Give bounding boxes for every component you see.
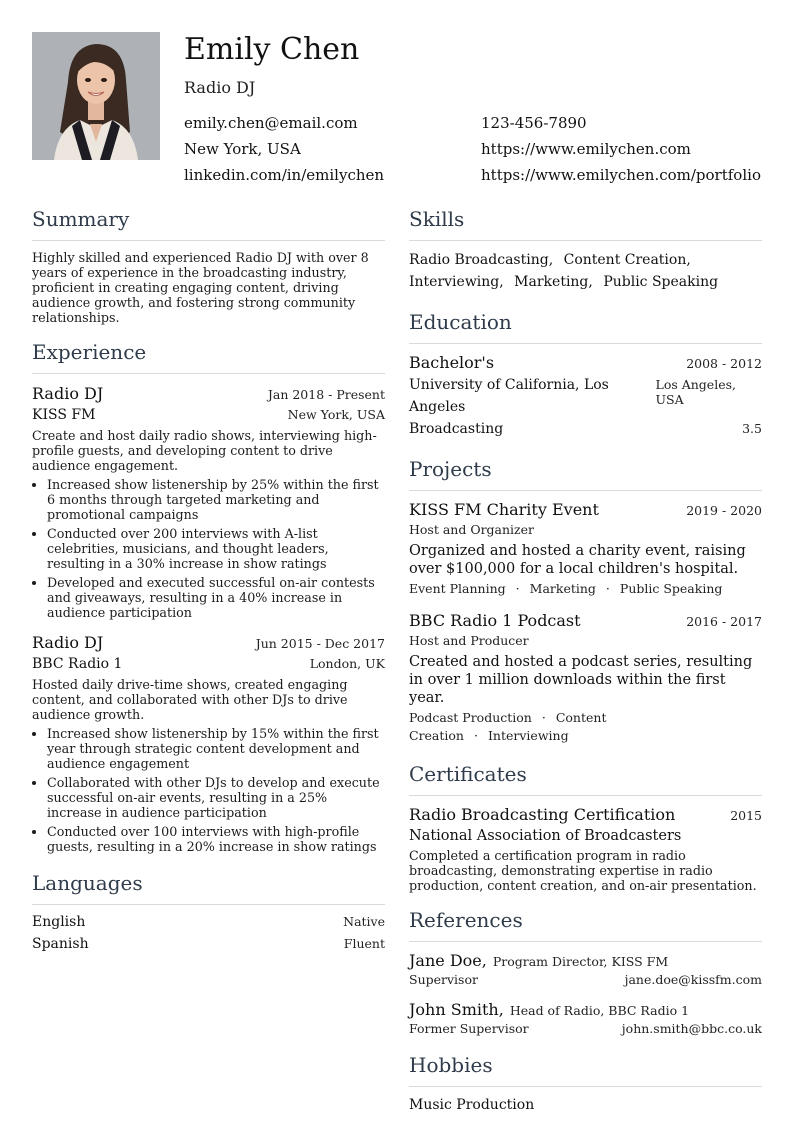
education-location: Los Angeles, USA <box>655 377 736 407</box>
hobby-item: Music Production <box>409 1097 535 1113</box>
reference-name: Jane Doe, <box>409 951 487 970</box>
references-section <box>409 907 762 1036</box>
job-date: Jan 2018 - Present <box>267 387 385 402</box>
projects-section <box>409 456 762 745</box>
project-name: KISS FM Charity Event <box>409 500 599 519</box>
section-divider <box>409 941 762 942</box>
language-item <box>32 911 385 933</box>
project-dates: 2019 - 2020 <box>686 503 762 518</box>
certificate-name: Radio Broadcasting Certification <box>409 805 676 824</box>
right-column <box>409 206 762 1115</box>
reference-position: Program Director, KISS FM <box>492 954 669 969</box>
education-heading: Education <box>409 310 512 334</box>
left-column <box>32 206 385 955</box>
summary-section <box>32 206 385 325</box>
language-name: English <box>32 914 86 930</box>
education-section <box>409 309 762 440</box>
skill-item: Interviewing, <box>409 274 504 290</box>
reference-item <box>409 950 762 987</box>
section-divider <box>32 373 385 374</box>
job-title: Radio DJ <box>32 633 104 652</box>
section-divider <box>409 795 762 796</box>
job-location: London, UK <box>309 656 385 671</box>
reference-item <box>409 999 762 1036</box>
achievement-item: • Conducted over 200 interviews with A-list celebrities, musicians, and thought leaders, resulting in a 30% increase in show ratings <box>47 526 385 571</box>
section-divider <box>409 343 762 344</box>
experience-heading: Experience <box>32 340 147 364</box>
achievement-item: • Developed and executed successful on-air contests and giveaways, resulting in a 40% increase in audience participation <box>47 575 385 620</box>
project-tag: Content Creation <box>409 710 607 743</box>
achievement-list <box>32 726 385 854</box>
section-divider <box>409 1086 762 1087</box>
job-description: Hosted daily drive-time shows, created engaging content, and collaborated with other DJs to drive audience growth. <box>32 677 348 722</box>
skills-list <box>409 249 762 293</box>
contact-portfolio[interactable]: https://www.emilychen.com/portfolio <box>481 166 761 184</box>
project-description: Created and hosted a podcast series, resulting in over 1 million downloads within the first year. <box>409 654 753 706</box>
references-heading: References <box>409 908 523 932</box>
skill-item: Public Speaking <box>603 274 719 290</box>
reference-relation: Former Supervisor <box>409 1021 529 1036</box>
languages-heading: Languages <box>32 871 143 895</box>
project-description: Organized and hosted a charity event, raising over $100,000 for a local children's hospital. <box>409 543 746 577</box>
project-role: Host and Producer <box>409 633 529 648</box>
project-role: Host and Organizer <box>409 522 534 537</box>
summary-text: Highly skilled and experienced Radio DJ with over 8 years of experience in the broadcasting industry, proficient in creating engaging content, driving audience growth, and fostering strong community relationships. <box>32 250 369 325</box>
languages-section <box>32 870 385 955</box>
reference-relation: Supervisor <box>409 972 478 987</box>
education-dates: 2008 - 2012 <box>686 356 762 371</box>
project-tags: Podcast Production · Content Creation · Interviewing <box>409 710 607 743</box>
experience-item <box>32 383 385 620</box>
project-dates: 2016 - 2017 <box>686 614 762 629</box>
certificates-heading: Certificates <box>409 762 527 786</box>
contact-email[interactable]: emily.chen@email.com <box>184 114 358 132</box>
section-divider <box>409 490 762 491</box>
contact-linkedin[interactable]: linkedin.com/in/emilychen <box>184 166 385 184</box>
reference-email[interactable]: john.smith@bbc.co.uk <box>621 1021 762 1036</box>
job-location: New York, USA <box>287 407 385 422</box>
achievement-item: • Collaborated with other DJs to develop and execute successful on-air events, resulting in a 25% increase in audience participation <box>47 775 385 820</box>
project-tags: Event Planning · Marketing · Public Speaking <box>409 581 723 596</box>
section-divider <box>32 240 385 241</box>
section-divider <box>32 904 385 905</box>
job-company: KISS FM <box>32 407 96 423</box>
skill-item: Content Creation, <box>563 252 691 268</box>
achievement-list <box>32 477 385 620</box>
achievement-item: • Conducted over 100 interviews with high-profile guests, resulting in a 20% increase in show ratings <box>47 824 385 854</box>
project-item <box>409 610 762 745</box>
skill-item: Marketing, <box>514 274 593 290</box>
project-name: BBC Radio 1 Podcast <box>409 611 581 630</box>
contact-location: New York, USA <box>184 140 301 158</box>
project-tag: Public Speaking <box>619 581 723 596</box>
certificate-issuer: National Association of Broadcasters <box>409 828 682 844</box>
project-tag: Event Planning <box>409 581 506 596</box>
contact-phone[interactable]: 123-456-7890 <box>481 114 587 132</box>
hobbies-section <box>409 1052 762 1115</box>
project-tag: Marketing <box>529 581 596 596</box>
certificates-section <box>409 761 762 893</box>
section-divider <box>409 240 762 241</box>
skill-item: Radio Broadcasting, <box>409 252 554 268</box>
certificate-year: 2015 <box>730 808 762 823</box>
certificate-description: Completed a certification program in radio broadcasting, demonstrating expertise in radio production, content creation, and on-air presentation. <box>409 848 757 893</box>
profile-photo <box>32 32 160 160</box>
language-name: Spanish <box>32 936 89 952</box>
education-degree: Bachelor's <box>409 353 495 372</box>
summary-heading: Summary <box>32 207 130 231</box>
project-item <box>409 499 762 598</box>
reference-position: Head of Radio, BBC Radio 1 <box>509 1003 690 1018</box>
education-school: University of California, Los Angeles <box>409 377 609 415</box>
education-gpa: 3.5 <box>742 421 762 436</box>
candidate-title: Radio DJ <box>184 78 256 97</box>
projects-heading: Projects <box>409 457 492 481</box>
job-description: Create and host daily radio shows, interviewing high-profile guests, and developing content to drive audience engagement. <box>32 428 377 473</box>
reference-name: John Smith, <box>409 1000 504 1019</box>
achievement-item: • Increased show listenership by 15% within the first year through strategic content development and audience engagement <box>47 726 385 771</box>
experience-section <box>32 339 385 854</box>
job-company: BBC Radio 1 <box>32 656 123 672</box>
skills-section <box>409 206 762 293</box>
experience-item <box>32 632 385 854</box>
language-level: Fluent <box>343 936 385 951</box>
language-item <box>32 933 385 955</box>
project-tag: Interviewing <box>487 728 569 743</box>
hobbies-heading: Hobbies <box>409 1053 493 1077</box>
candidate-name: Emily Chen <box>184 32 360 67</box>
job-date: Jun 2015 - Dec 2017 <box>255 636 385 651</box>
skills-heading: Skills <box>409 207 465 231</box>
education-field: Broadcasting <box>409 421 504 437</box>
job-title: Radio DJ <box>32 384 104 403</box>
project-tag: Podcast Production <box>409 710 532 725</box>
reference-email[interactable]: jane.doe@kissfm.com <box>624 972 762 987</box>
contact-website[interactable]: https://www.emilychen.com <box>481 140 691 158</box>
language-level: Native <box>343 914 385 929</box>
achievement-item: • Increased show listenership by 25% within the first 6 months through targeted marketing and promotional campaigns <box>47 477 385 522</box>
